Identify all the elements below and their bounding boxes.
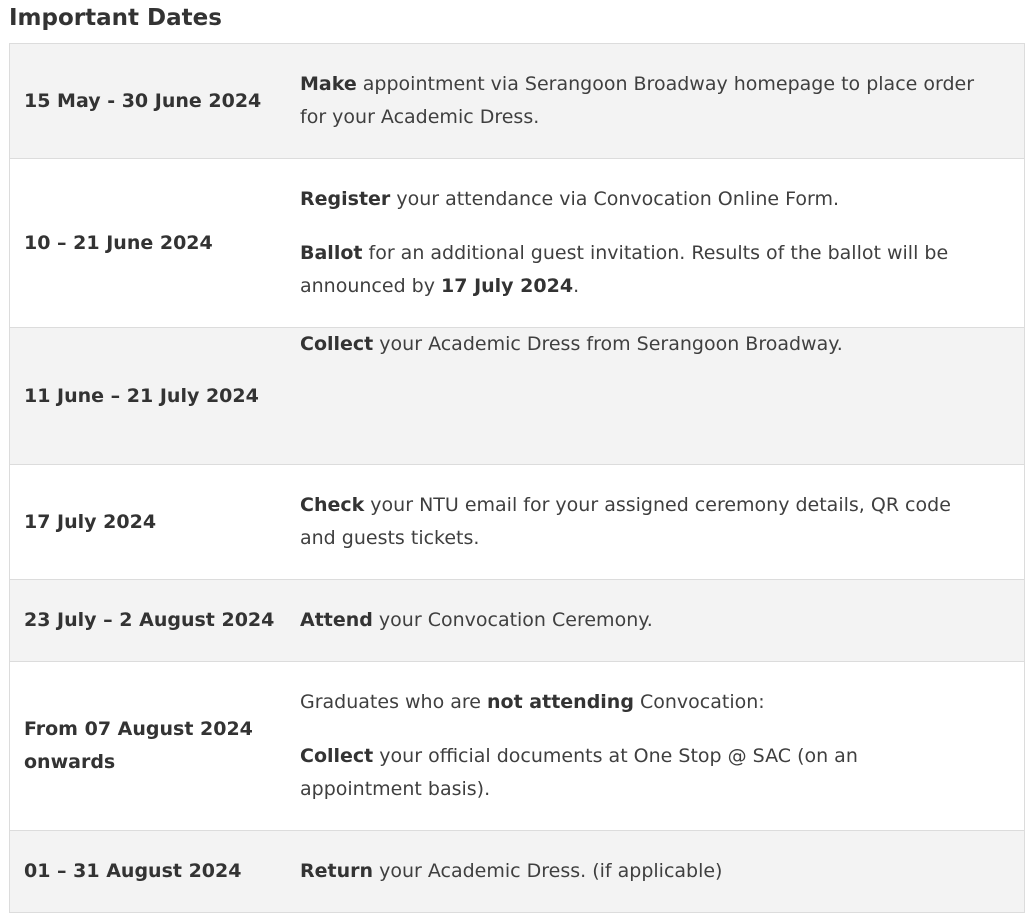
date-cell: From 07 August 2024 onwards — [10, 662, 301, 831]
table-row — [10, 831, 1025, 913]
description-cell — [300, 831, 1025, 913]
action-keyword: Check — [300, 494, 365, 516]
table-row — [10, 44, 1025, 159]
description-text: appointment via Serangoon Broadway homepage to place order for your Academic Dress. — [300, 73, 975, 128]
important-dates-table — [9, 43, 1025, 913]
action-keyword: Register — [300, 188, 391, 210]
table-row — [10, 662, 1025, 831]
description-cell — [300, 328, 1025, 465]
table-row — [10, 159, 1025, 328]
description-paragraph — [300, 686, 984, 719]
date-cell: 15 May - 30 June 2024 — [10, 44, 301, 159]
date-cell: 10 – 21 June 2024 — [10, 159, 301, 328]
description-cell — [300, 44, 1025, 159]
date-cell: 11 June – 21 July 2024 — [10, 328, 301, 465]
date-cell: 23 July – 2 August 2024 — [10, 580, 301, 662]
description-text: your Convocation Ceremony. — [372, 609, 653, 631]
action-keyword: Ballot — [300, 242, 363, 264]
description-paragraph — [300, 604, 984, 637]
description-text: . — [573, 275, 580, 297]
table-row — [10, 328, 1025, 465]
action-keyword: Collect — [300, 745, 374, 767]
result-date: 17 July 2024 — [441, 275, 574, 297]
table-row — [10, 580, 1025, 662]
date-cell: 17 July 2024 — [10, 465, 301, 580]
description-paragraph — [300, 740, 984, 806]
description-text: your NTU email for your assigned ceremony details, QR code and guests tickets. — [300, 494, 951, 549]
description-text: Convocation: — [633, 691, 765, 713]
description-cell — [300, 662, 1025, 831]
date-cell: 01 – 31 August 2024 — [10, 831, 301, 913]
action-keyword: Collect — [300, 333, 374, 355]
description-paragraph — [300, 183, 984, 216]
description-paragraph — [300, 237, 984, 303]
description-paragraph — [300, 328, 984, 361]
action-keyword: Make — [300, 73, 357, 95]
emphasis-keyword: not attending — [487, 691, 634, 713]
description-text: your Academic Dress from Serangoon Broadway. — [373, 333, 843, 355]
description-cell — [300, 465, 1025, 580]
description-paragraph — [300, 489, 984, 555]
description-text: your official documents at One Stop @ SAC (on an appointment basis). — [300, 745, 858, 800]
description-cell — [300, 580, 1025, 662]
description-paragraph — [300, 855, 984, 888]
description-text: for an additional guest invitation. Results of the ballot will be announced by — [300, 242, 949, 297]
description-text: Graduates who are — [300, 691, 488, 713]
table-row — [10, 465, 1025, 580]
action-keyword: Attend — [300, 609, 373, 631]
page-title: Important Dates — [9, 5, 222, 31]
action-keyword: Return — [300, 860, 374, 882]
description-text: your attendance via Convocation Online Form. — [390, 188, 840, 210]
description-paragraph — [300, 68, 984, 134]
description-text: your Academic Dress. (if applicable) — [373, 860, 723, 882]
description-cell — [300, 159, 1025, 328]
